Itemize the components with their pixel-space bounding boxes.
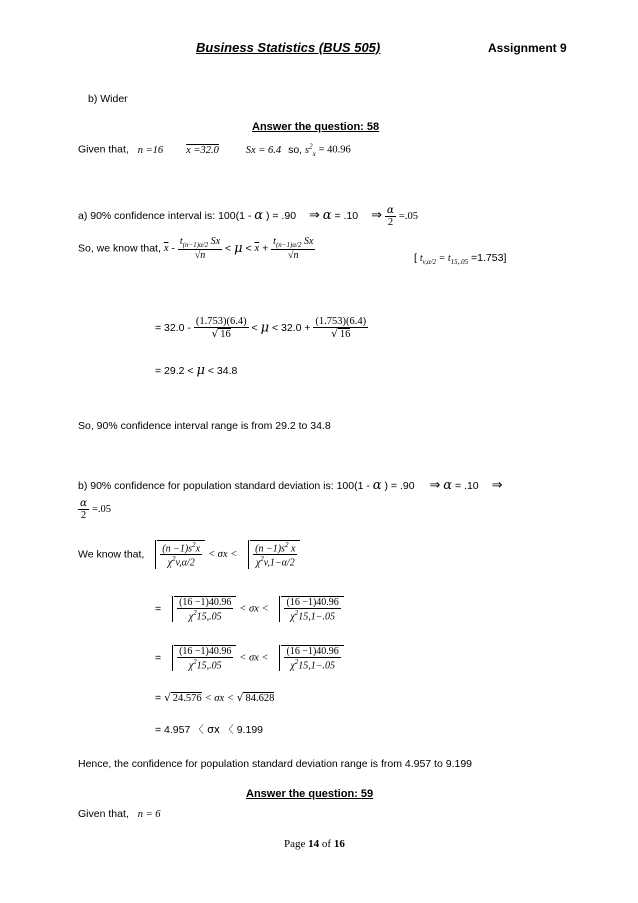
a-line-prefix: a) 90% confidence interval is: 100(1 - [78, 209, 252, 222]
s2x-symbol: $s^2_x$ [305, 142, 316, 158]
calc1-frac-left: $\frac{(1.753)(6.4)}{√ 16}$ [195, 316, 247, 340]
b-line-prefix: b) 90% confidence for population standard deviation is: 100(1 - [78, 480, 370, 492]
alpha-symbol: α [322, 207, 332, 223]
part-b-wider: b) Wider [88, 93, 128, 105]
b-alpha-half-value: =.05 [92, 503, 112, 515]
q58-sd-formula: We know that, $\frac{(n -1)s^2x}{\chi^2v,\alpha/2}$ < σx < $\frac{(n -1)s^2 x}{\chi^2v,1-\alpha/2}$ [78, 540, 300, 569]
implies-icon: ⇒ [308, 206, 320, 222]
q58-calc2: = 29.2 < μ < 34.8 [155, 363, 238, 378]
implies-icon: ⇒ [429, 477, 441, 492]
minus-sign: - [171, 242, 175, 255]
implies-icon: ⇒ [491, 477, 503, 492]
q59-heading: Answer the question: 59 [246, 788, 374, 800]
n-value: n =16 [137, 144, 164, 156]
t-fraction-right: $\frac{t_{(n-1)\alpha/2} Sx}{√n}$ [273, 236, 314, 261]
q58-heading: Answer the question: 58 [252, 121, 380, 133]
document-title: Business Statistics (BUS 505) [196, 40, 381, 55]
q59-given-line [78, 808, 161, 820]
result-end: 9.199 [236, 724, 263, 736]
q58-sd-result: = 4.957 〈 σx 〈 9.199 [155, 724, 263, 736]
calc2-prefix: = 29.2 < [155, 365, 194, 377]
q59-n-value: n = 6 [137, 809, 161, 820]
mu-symbol: μ [234, 241, 243, 256]
q58-sd-step1: = $\frac{(16 -1)40.96}{\chi^215,.05}$ < σx < $\frac{(16 -1)40.96}{\chi^215,1-.05}$ [155, 596, 344, 622]
q58-ci-formula: So, we know that, $\overline{x}$ - $\frac{t_{(n-1)\alpha/2} Sx}{√n}$ < $\mu < \overline{x}$ + $\frac{t_{(n-1)\alpha/2} Sx}{√n}$ [78, 236, 314, 261]
t-fraction-left: $\frac{t_{(n-1)\alpha/2} Sx}{√n}$ [179, 236, 221, 261]
s2x-value: = 40.96 [318, 144, 351, 156]
xbar-symbol: $\overline{x}$ [163, 243, 169, 254]
b-line-mid1: ) = .90 [384, 480, 415, 492]
xbar-value: x =32.0 [186, 144, 219, 156]
q58-hence-text: Hence, the confidence for population standard deviation range is from 4.957 to 9.199 [78, 758, 473, 770]
page-footer: Page 14 of 16 [284, 838, 345, 850]
alpha-symbol: α [254, 207, 264, 223]
a-line-mid2: = .10 [334, 209, 359, 222]
given-label: Given that, [78, 143, 129, 156]
q58-b-line: b) 90% confidence for population standard deviation is: 100(1 - α ) = .90 ⇒ α = .10 ⇒ [78, 477, 503, 493]
result-prefix: = 4.957 [155, 724, 191, 736]
t-value-note: [ $t_{v,\alpha/2} = t_{15,.05} =1.753$] [414, 252, 507, 266]
q58-calc1: = 32.0 - $\frac{(1.753)(6.4)}{√ 16}$ < μ < 32.0 + $\frac{(1.753)(6.4)}{√ 16}$ [155, 316, 367, 340]
b-alpha-fraction: $\frac{\alpha}{2}$ =.05 [80, 497, 112, 521]
q58-range-text: So, 90% confidence interval range is from 29.2 to 34.8 [78, 420, 331, 432]
q58-sd-step3: = √ 24.576 < σx < √ 84.628 [155, 692, 275, 704]
calc1-mid: < 32.0 + [271, 322, 311, 334]
calc1-frac-right: $\frac{(1.753)(6.4)}{√ 16}$ [315, 316, 367, 340]
implies-icon: ⇒ [371, 206, 382, 222]
q59-given-label: Given that, [78, 808, 129, 820]
alpha-over-2: $\frac{\alpha}{2}$ [386, 204, 394, 228]
alpha-half-value: =.05 [398, 210, 418, 222]
a-line-mid1: ) = .90 [265, 209, 297, 222]
b-line-mid2: = .10 [455, 480, 479, 492]
so-label: so, [288, 143, 303, 156]
t-note-value: =1.753] [471, 252, 507, 264]
q58-given-line [78, 142, 351, 158]
calc2-end: < 34.8 [207, 365, 238, 377]
q58-a-line [78, 204, 418, 228]
q58-sd-step2: = $\frac{(16 -1)40.96}{\chi^215,.05}$ < σx < $\frac{(16 -1)40.96}{\chi^215,1-.05}$ [155, 645, 344, 671]
so-we-know-label: So, we know that, [78, 242, 161, 255]
assignment-label: Assignment 9 [488, 41, 567, 55]
calc1-prefix: = 32.0 - [155, 322, 191, 334]
sx-value: Sx = 6.4 [245, 144, 282, 156]
we-know-label: We know that, [78, 548, 145, 561]
